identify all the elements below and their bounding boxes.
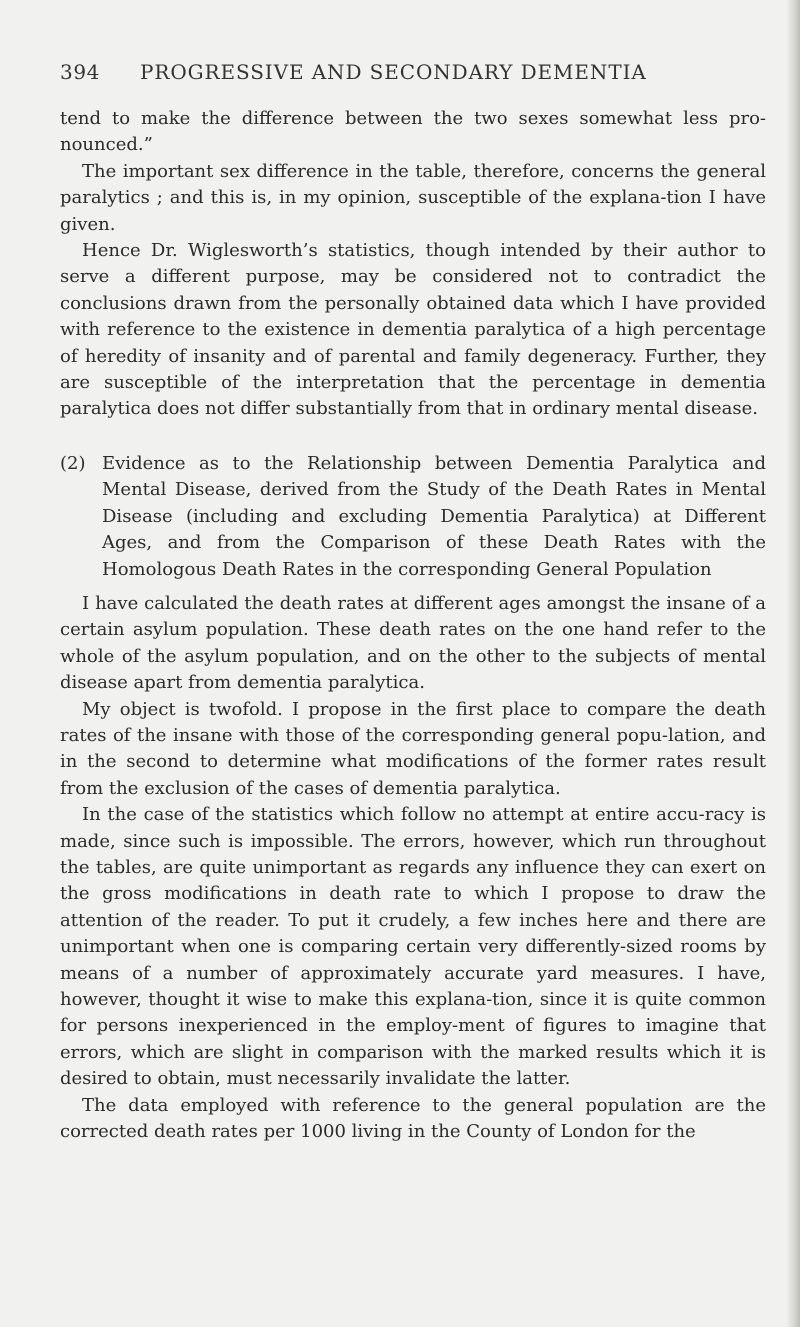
paragraph: Hence Dr. Wiglesworth’s statistics, though intended by their author to serve a different purpose, may be considered not to contradict the conclusions drawn from the personally obtained data which I have provided with reference to the existence in dementia paralytica of a high percentage of heredity of insanity and of parental and family degeneracy. Further, they are susceptible of the interpretation that the percentage in dementia paralytica does not differ substantially from that in ordinary mental disease.	[60, 240, 766, 420]
running-head	[60, 60, 766, 94]
book-page	[60, 60, 766, 1145]
paragraph: I have calculated the death rates at different ages amongst the insane of a certain asylum population. These death rates on the one hand refer to the whole of the asylum population, and on the other to the subjects of mental disease apart from dementia paralytica.	[60, 592, 766, 694]
paragraph-continued: tend to make the difference between the two sexes somewhat less pro-nounced.”	[60, 108, 766, 156]
running-title: PROGRESSIVE AND SECONDARY DEMENTIA	[140, 60, 647, 84]
section-heading	[60, 451, 766, 583]
section-number: (2)	[60, 452, 86, 474]
paragraph: In the case of the statistics which follow no attempt at entire accu-racy is made, since such is impossible. The errors, however, which run throughout the tables, are quite unimportant as regards any influence they can exert on the gross modifications in death rate to which I propose to draw the attention of the reader. To put it crudely, a few inches here and there are unimportant when one is comparing certain very differently-sized rooms by means of a number of approximately accurate yard measures. I have, however, thought it wise to make this explana-tion, since it is quite common for persons inexperienced in the employ-ment of figures to imagine that errors, which are slight in comparison with the marked results which it is desired to obtain, must necessarily invalidate the latter.	[60, 804, 766, 1090]
page-number: 394	[60, 60, 100, 84]
paragraph: The important sex difference in the table, therefore, concerns the general paralytics ; and this is, in my opinion, susceptible of the explana-tion I have given.	[60, 160, 766, 235]
section-heading-text: Evidence as to the Relationship between Dementia Paralytica and Mental Disease, derived from the Study of the Death Rates in Mental Disease (including and excluding Dementia Paralytica) at Different Ages, and from the Comparison of these Death Rates with the Homologous Death Rates in the corresponding General Population	[102, 452, 766, 580]
paragraph-continues: The data employed with reference to the general population are the corrected death rates per 1000 living in the County of London for the	[60, 1094, 766, 1143]
paragraph: My object is twofold. I propose in the first place to compare the death rates of the insane with those of the corresponding general popu-lation, and in the second to determine what modifications of the former rates result from the exclusion of the cases of dementia paralytica.	[60, 698, 766, 799]
page-edge-shadow	[786, 0, 800, 1327]
body-text	[60, 106, 766, 1145]
